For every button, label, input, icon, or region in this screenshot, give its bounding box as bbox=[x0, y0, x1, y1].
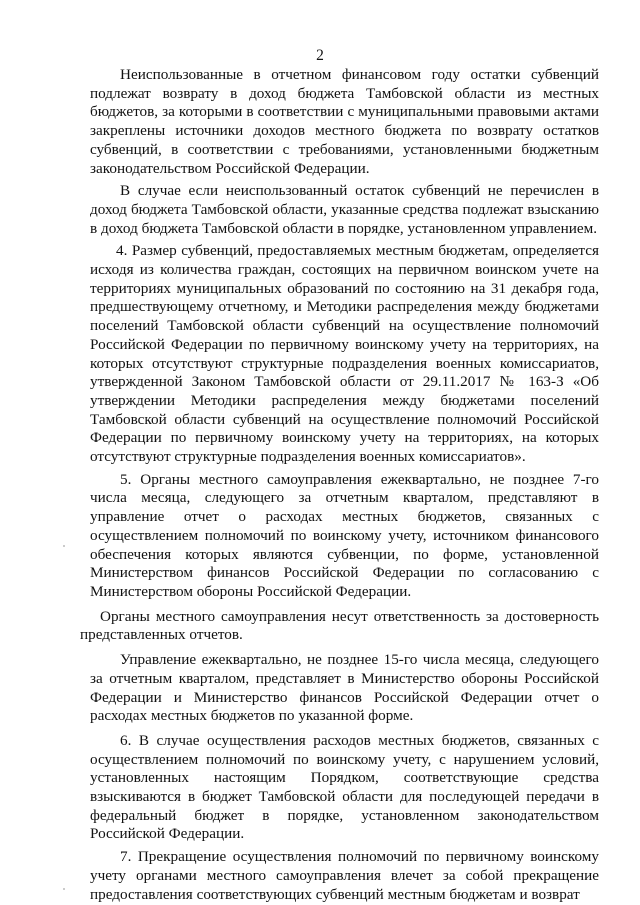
paragraph-7-termination: 7. Прекращение осуществления полномочий по первичному воинскому учету органами местного самоуправления влечет за собой прекращение предоставления соответствующих субвенций местным бюджетам и возврат bbox=[90, 848, 599, 903]
paragraph-responsibility: Органы местного самоуправления несут ответственность за достоверность представленных отчетов. bbox=[80, 607, 599, 644]
paragraph-subsidy-return: Неиспользованные в отчетном финансовом году остатки субвенций подлежат возврату в доход бюджета Тамбовской области из местных бюджетов, за которыми в соответствии с муниципальными правовыми актами закреплены источники доходов местного бюджета по возврату остатков субвенций, в соответствии с требованиями, установленными бюджетным законодательством Российской Федерации. bbox=[90, 66, 599, 177]
scan-speck bbox=[63, 545, 65, 547]
document-body bbox=[80, 66, 599, 904]
paragraph-5-quarterly-report: 5. Органы местного самоуправления ежеквартально, не позднее 7-го числа месяца, следующего за отчетным кварталом, представляют в управление отчет о расходах местных бюджетов, связанных с осуществлением полномочий по воинскому учету, источником финансового обеспечения которых являются субвенции, по форме, установленной Министерством финансов Российской Федерации по согласованию с Министерством обороны Российской Федерации. bbox=[90, 470, 599, 600]
paragraph-6-violations: 6. В случае осуществления расходов местных бюджетов, связанных с осуществлением полномочий по воинскому учету, с нарушением условий, установленных настоящим Порядком, соответствующие средства взыскиваются в бюджет Тамбовской области для последующей передачи в федеральный бюджет в порядке, установленном законодательством Российской Федерации. bbox=[90, 731, 599, 843]
paragraph-department-report: Управление ежеквартально, не позднее 15-го числа месяца, следующего за отчетным кварталом, представляет в Министерство обороны Российской Федерации и Министерство финансов Российской Федерации отчет о расходах местных бюджетов по указанной форме. bbox=[90, 651, 599, 725]
paragraph-4-subsidy-size: 4. Размер субвенций, предоставляемых местным бюджетам, определяется исходя из количества граждан, состоящих на первичном воинском учете на территориях муниципальных образований по состоянию на 31 декабря года, предшествующему отчетному, и Методики распределения между бюджетами поселений Тамбовской области субвенций на осуществление полномочий Российской Федерации по первичному воинскому учету на территориях, на которых отсутствуют структурные подразделения военных комиссариатов, утвержденной Законом Тамбовской области от 29.11.2017 № 163-З «Об утверждении Методики распределения между бюджетами поселений Тамбовской области субвенций на осуществление полномочий Российской Федерации по первичному воинскому учету на территориях, на которых отсутствуют структурные подразделения военных комиссариатов». bbox=[90, 242, 599, 466]
scan-speck bbox=[63, 888, 65, 890]
paragraph-unpaid-balance: В случае если неиспользованный остаток субвенций не перечислен в доход бюджета Тамбовской области, указанные средства подлежат взысканию в доход бюджета Тамбовской области в порядке, установленном управлением. bbox=[90, 182, 599, 237]
page-number: 2 bbox=[316, 47, 324, 64]
